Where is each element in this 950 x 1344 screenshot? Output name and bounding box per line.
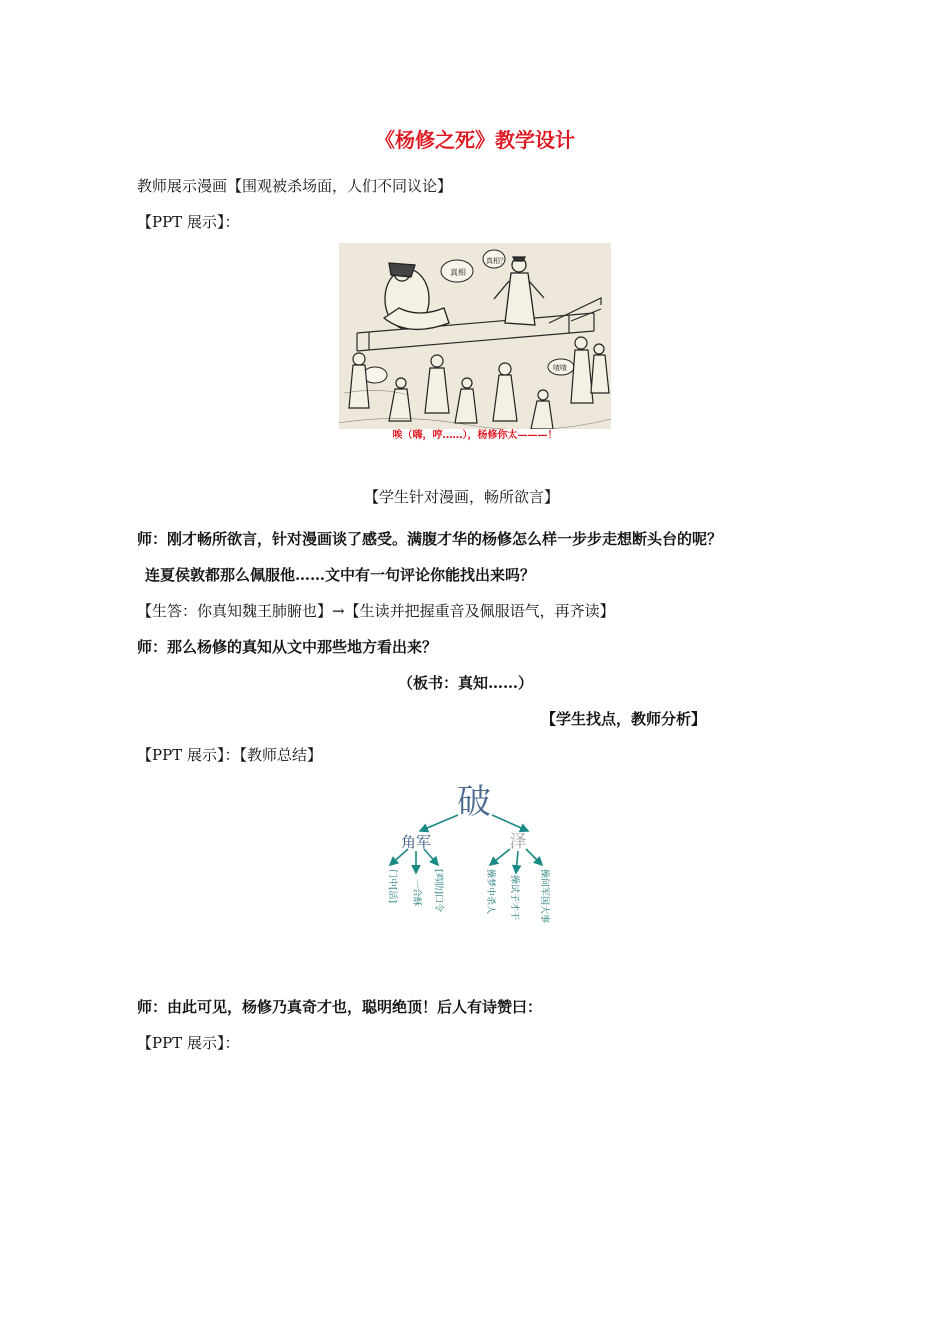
diagram-right-item: 操梦中杀人 bbox=[485, 869, 495, 915]
teacher-conclusion: 师：由此可见，杨修乃真奇才也，聪明绝顶！后人有诗赞曰： bbox=[137, 998, 543, 1016]
diagram-right-item: 操试子才干 bbox=[509, 875, 519, 921]
bubble-mid: 喳喳 bbox=[553, 364, 567, 372]
document-title: 《杨修之死》教学设计 bbox=[375, 128, 575, 152]
cartoon-illustration bbox=[339, 243, 611, 429]
board-note: （板书：真知……） bbox=[398, 674, 534, 692]
bubble-left: 真相 bbox=[450, 268, 466, 277]
bubble-right: 真相？ bbox=[486, 257, 507, 265]
diagram-root: 破 bbox=[457, 782, 491, 822]
teacher-question: 师：刚才畅所欲言，针对漫画谈了感受。满腹才华的杨修怎么样一步步走想断头台的呢？ bbox=[137, 530, 723, 548]
diagram-left-item: [鸡肋]口令 bbox=[433, 869, 443, 913]
diagram-left-node: 角军 bbox=[400, 833, 432, 851]
student-answer: 【生答：你真知魏王肺腑也】→【生读并把握重音及佩服语气，再齐读】 bbox=[137, 602, 615, 620]
ppt-label-3: 【PPT 展示】： bbox=[137, 1034, 240, 1052]
ppt-summary-label: 【PPT 展示】：【教师总结】 bbox=[137, 746, 322, 764]
teacher-question-2: 师：那么杨修的真知从文中那些地方看出来？ bbox=[137, 638, 438, 656]
student-activity: 【学生针对漫画，畅所欲言】 bbox=[364, 488, 560, 506]
diagram-right-node: 泽 bbox=[509, 832, 527, 852]
ppt-label: 【PPT 展示】： bbox=[137, 213, 240, 231]
cartoon-caption: 唉（嗨，哼……），杨修你太———！ bbox=[392, 430, 558, 441]
summary-diagram bbox=[370, 775, 570, 940]
diagram-left-item: 一合酥 bbox=[411, 879, 421, 907]
student-activity-2: 【学生找点，教师分析】 bbox=[541, 710, 707, 728]
diagram-right-item: 操问军国大事 bbox=[539, 869, 549, 924]
teacher-question-cont: 连夏侯敦都那么佩服他……文中有一句评论你能找出来吗？ bbox=[145, 566, 536, 584]
intro-text: 教师展示漫画【围观被杀场面，人们不同议论】 bbox=[137, 177, 453, 195]
diagram-left-item: 门中[活] bbox=[387, 869, 397, 904]
